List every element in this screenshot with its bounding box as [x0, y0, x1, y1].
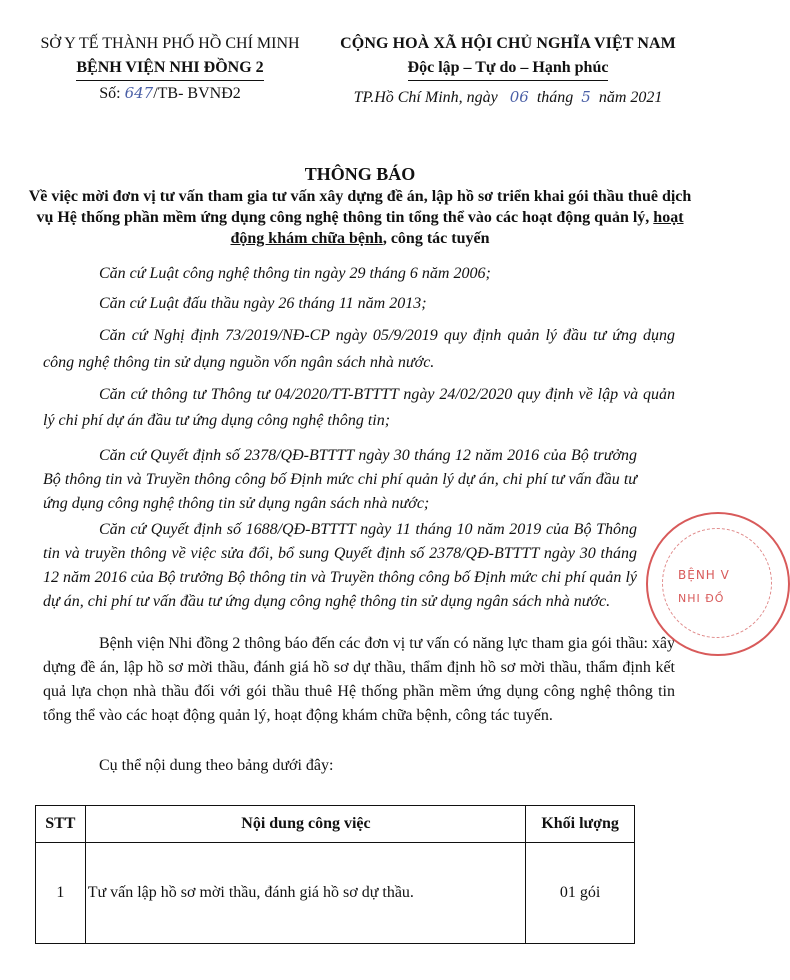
- title-block: [26, 162, 694, 249]
- header-content: Nội dung công việc: [85, 806, 526, 843]
- stamp-inner-ring: [662, 528, 772, 638]
- cell-content: Tư vấn lập hồ sơ mời thầu, đánh giá hồ sơ dự thầu.: [85, 843, 526, 944]
- nation-title: CỘNG HOÀ XÃ HỘI CHỦ NGHĨA VIỆT NAM: [340, 35, 676, 52]
- legal-basis-4: Căn cứ thông tư Thông tư 04/2020/TT-BTTTT ngày 24/02/2020 quy định về lập và quản lý chi phí dự án đầu tư ứng dụng công nghệ thông tin;: [43, 386, 675, 429]
- subtitle-part3: , công tác tuyến: [382, 230, 490, 247]
- cell-stt: 1: [36, 843, 86, 944]
- issuer-block: [20, 32, 320, 106]
- subtitle-part1: Về việc mời đơn vị tư vấn tham gia tư vấn xây dựng đề án, lập hồ sơ triển khai gói thầu thuê dịch vụ Hệ thống phần mềm ứng dụng công nghệ thông tin tổng thể vào các hoạt động quản lý,: [28, 188, 692, 226]
- legal-basis-2: Căn cứ Luật đấu thầu ngày 26 tháng 11 năm 2013;: [99, 295, 427, 312]
- legal-basis-6: Căn cứ Quyết định số 1688/QĐ-BTTTT ngày 11 tháng 10 năm 2019 của Bộ Thông tin và truyền thông về việc sửa đổi, bổ sung Quyết định số 2378/QĐ-BTTTT ngày 30 tháng 12 năm 2016 của Bộ trưởng Bộ thông tin và Truyền thông công bố Định mức chi phí quản lý dự án, chi phí tư vấn đầu tư ứng dụng công nghệ thông tin sử dụng ngân sách nhà nước.: [43, 521, 637, 610]
- number-prefix: Số:: [99, 85, 121, 102]
- date-day: 06: [509, 88, 529, 106]
- document-subtitle: [26, 186, 694, 249]
- date-year: năm 2021: [598, 89, 663, 106]
- subtitle-part2: hoạt động khám chữa bệnh: [230, 209, 684, 247]
- document-title: THÔNG BÁO: [304, 164, 416, 184]
- table-header-row: [36, 806, 635, 843]
- cell-volume: 01 gói: [526, 843, 635, 944]
- header-volume: Khối lượng: [526, 806, 635, 843]
- date-prefix: TP.Hồ Chí Minh, ngày: [353, 89, 498, 106]
- work-table: [35, 805, 635, 944]
- issuer-hospital: BỆNH VIỆN NHI ĐỒNG 2: [76, 56, 263, 81]
- date-month-label: tháng: [536, 89, 574, 106]
- legal-basis-3: Căn cứ Nghị định 73/2019/NĐ-CP ngày 05/9/2019 quy định quản lý đầu tư ứng dụng công nghệ thông tin sử dụng nguồn vốn ngân sách nhà nước.: [43, 327, 675, 371]
- legal-basis-1: Căn cứ Luật công nghệ thông tin ngày 29 tháng 6 năm 2006;: [99, 265, 491, 282]
- number-handwritten: 647: [124, 84, 154, 102]
- table-intro: Cụ thể nội dung theo bảng dưới đây:: [99, 757, 334, 774]
- document-date: [318, 85, 698, 110]
- legal-basis-5: Căn cứ Quyết định số 2378/QĐ-BTTTT ngày 30 tháng 12 năm 2016 của Bộ trưởng Bộ thông tin và Truyền thông công bố Định mức chi phí quản lý dự án, chi phí tư vấn đầu tư ứng dụng công nghệ thông tin sử dụng ngân sách nhà nước;: [43, 447, 637, 512]
- header-stt: STT: [36, 806, 86, 843]
- issuer-org: SỞ Y TẾ THÀNH PHỐ HỒ CHÍ MINH: [40, 35, 300, 52]
- number-suffix: /TB- BVNĐ2: [153, 85, 241, 102]
- stamp-text-1: BỆNH V: [678, 568, 730, 582]
- nation-block: [318, 32, 698, 110]
- table-row: [36, 843, 635, 944]
- official-stamp: [646, 512, 790, 656]
- body-paragraph: Bệnh viện Nhi đồng 2 thông báo đến các đơn vị tư vấn có năng lực tham gia gói thầu: xây dựng đề án, lập hồ sơ mời thầu, đánh giá hồ sơ dự thầu, thẩm định hồ sơ mời thầu, thẩm định kết quả lựa chọn nhà thầu đối với gói thầu thuê Hệ thống phần mềm ứng dụng công nghệ thông tin tổng thể vào các hoạt động quản lý, hoạt động khám chữa bệnh, công tác tuyến.: [43, 635, 675, 724]
- document-number: [20, 81, 320, 106]
- stamp-text-2: NHI ĐỒ: [678, 592, 725, 605]
- date-month: 5: [581, 88, 591, 106]
- nation-motto: Độc lập – Tự do – Hạnh phúc: [408, 56, 609, 81]
